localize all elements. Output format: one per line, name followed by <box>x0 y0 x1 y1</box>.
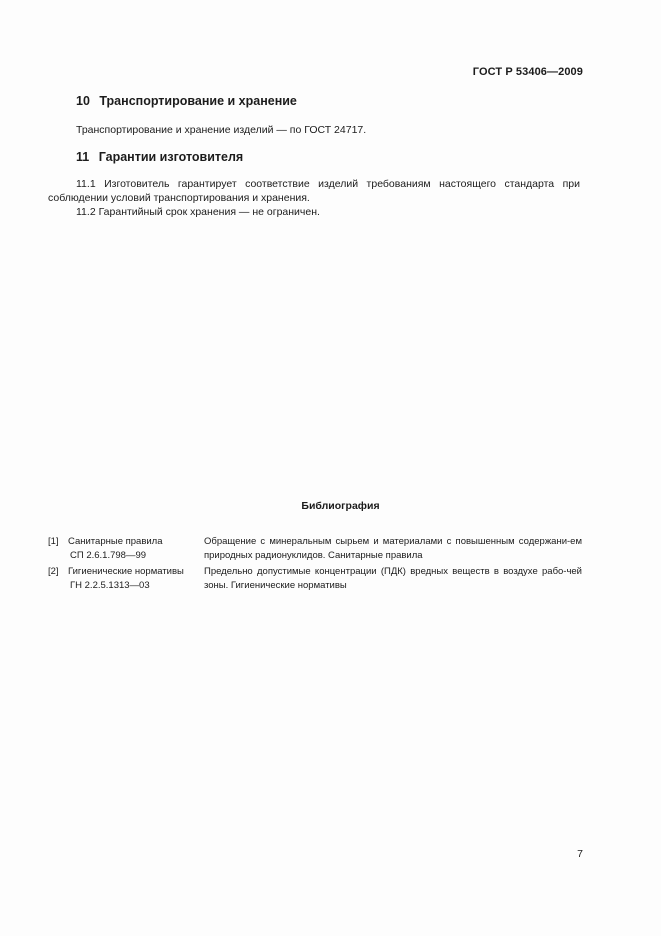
bibliography-source-type: Гигиенические нормативы <box>68 566 184 577</box>
bibliography-number: [2] <box>48 566 59 577</box>
section-number: 11 <box>76 150 90 164</box>
paragraph-transport: Транспортирование и хранение изделий — по ГОСТ 24717. <box>76 124 367 136</box>
section-title: Транспортирование и хранение <box>99 94 297 108</box>
section-title: Гарантии изготовителя <box>98 150 244 164</box>
bibliography-source-code: СП 2.6.1.798—99 <box>70 549 147 561</box>
section-number: 10 <box>76 94 90 108</box>
bibliography-list <box>48 535 588 592</box>
bibliography-description: Обращение с минеральным сырьем и материалами с повышенным содержани-ем природных радионуклидов. Санитарные правила <box>204 536 582 561</box>
bibliography-source-type: Санитарные правила <box>68 536 163 547</box>
page-number: 7 <box>577 848 583 860</box>
bibliography-source <box>68 535 204 562</box>
paragraph-11-2: 11.2 Гарантийный срок хранения — не ограничен. <box>76 206 320 218</box>
section-heading-warranty <box>76 150 243 164</box>
bibliography-title: Библиография <box>301 500 380 512</box>
document-code: ГОСТ Р 53406—2009 <box>472 66 583 78</box>
bibliography-source-code: ГН 2.2.5.1313—03 <box>70 579 150 591</box>
bibliography-description: Предельно допустимые концентрации (ПДК) вредных веществ в воздухе рабо-чей зоны. Гигиенические нормативы <box>204 566 582 591</box>
bibliography-item <box>48 535 588 562</box>
bibliography-number: [1] <box>48 536 59 547</box>
paragraph-11-1: 11.1 Изготовитель гарантирует соответствие изделий требованиям настоящего стандарта при соблюдении условий транспортирования и хранения. <box>48 178 580 204</box>
section-heading-transport <box>76 94 297 108</box>
bibliography-item <box>48 565 588 592</box>
bibliography-source <box>68 565 204 592</box>
